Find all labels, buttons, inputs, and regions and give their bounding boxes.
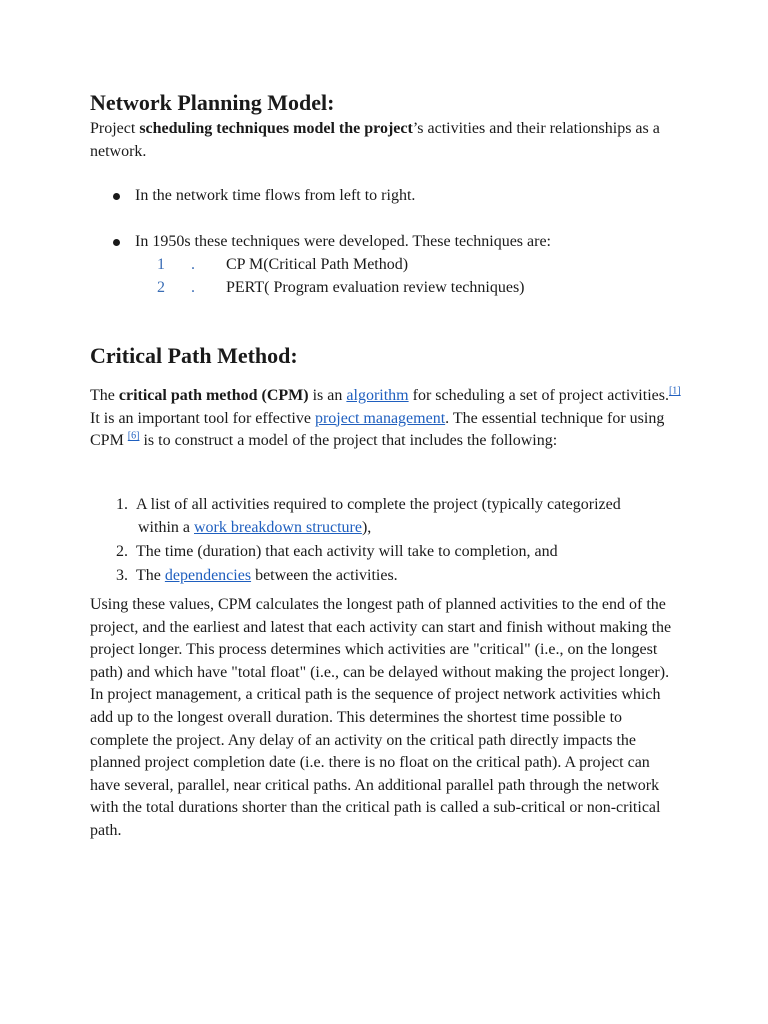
technique-number: 1 — [157, 256, 165, 273]
bullet-icon — [113, 239, 120, 246]
cpm-bold-term: critical path method (CPM) — [118, 387, 309, 404]
cpm-body-paragraph: Using these values, CPM calculates the longest path of planned activities to the end of the project, and the earliest and latest that each activity can start and finish without making the project longer. This process determines which activities are "critical" (i.e., on the longest path) and which have "total float" (i.e., can be delayed without making the project longer). In project management, a critical path is the sequence of project network activities which add up to the longest overall duration. This determines the shortest time possible to complete the project. Any delay of an activity on the critical path directly impacts the planned project completion date (i.e. there is no float on the critical path). A project can have several, parallel, near critical paths. An additional parallel path through the network with the total durations shorter than the critical path is called a sub-critical or non-critical path. — [90, 596, 672, 839]
citation-link-1[interactable]: [1] — [668, 385, 681, 397]
cpm-intro-paragraph — [90, 385, 682, 453]
list-number: 1. — [116, 496, 128, 513]
list-item — [90, 493, 690, 539]
technique-text: CP M(Critical Path Method) — [226, 256, 409, 273]
bullet-text: In 1950s these techniques were developed. These techniques are: — [135, 233, 551, 250]
section-heading-critical-path: Critical Path Method: — [90, 343, 298, 368]
dependencies-link[interactable]: dependencies — [164, 567, 252, 584]
bullet-icon — [113, 193, 120, 200]
technique-separator: . — [191, 279, 195, 296]
list-number: 3. — [116, 567, 128, 584]
project-management-link[interactable]: project management — [314, 409, 446, 427]
list-text-continued — [138, 516, 371, 539]
intro-text: is to construct a model of the project that includes the following: — [139, 432, 558, 450]
list-number: 2. — [116, 543, 128, 560]
list-text-suffix: between the activities. — [251, 567, 398, 584]
work-breakdown-structure-link[interactable]: work breakdown structure — [194, 519, 362, 536]
citation-link-6[interactable]: [6] — [127, 430, 140, 442]
intro-text: is an — [308, 387, 347, 404]
list-text: The time (duration) that each activity will take to completion, and — [136, 543, 558, 560]
network-intro-paragraph — [90, 118, 682, 163]
intro-suffix: ’s activities and their relationships as a network. — [90, 120, 660, 160]
intro-bold: scheduling techniques model the project — [139, 120, 413, 137]
list-text-prefix: The — [136, 567, 165, 584]
list-text — [136, 564, 696, 587]
intro-prefix: Project — [90, 120, 140, 137]
intro-text: The — [90, 387, 119, 404]
algorithm-link[interactable]: algorithm — [346, 387, 409, 404]
list-text-prefix: within a — [138, 519, 194, 536]
intro-text: It is an important tool for effective — [90, 409, 315, 427]
bullet-text: In the network time flows from left to right. — [135, 187, 416, 204]
section-heading-network-planning: Network Planning Model: — [90, 90, 335, 115]
intro-text: for scheduling a set of project activities. — [408, 387, 669, 404]
technique-text: PERT( Program evaluation review techniques) — [226, 279, 525, 296]
list-text: A list of all activities required to complete the project (typically categorized — [136, 496, 621, 513]
intro-text: . The essential technique for using CPM — [90, 409, 665, 450]
technique-number: 2 — [157, 279, 165, 296]
list-text-suffix: ), — [361, 519, 372, 536]
technique-separator: . — [191, 256, 195, 273]
